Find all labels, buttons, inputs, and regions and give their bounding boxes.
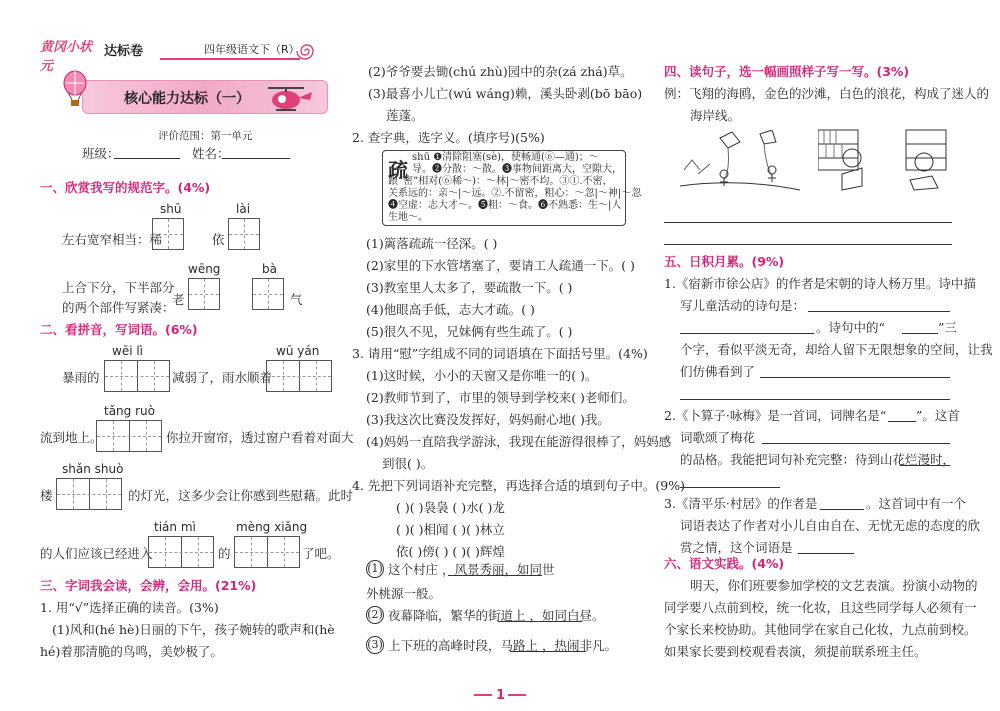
- word-blanks[interactable]: ( )( )相闻 ( )( )林立: [396, 522, 505, 537]
- question-5-2: 2.《卜算子·咏梅》是一首词，词牌名是“: [664, 408, 887, 423]
- question-5-1-cont: 。诗句中的“: [816, 320, 885, 335]
- question-1-item-1-cont: hé)着那清脆的鸟鸣，美妙极了。: [40, 644, 223, 659]
- pinyin: mèng xiǎng: [236, 520, 308, 534]
- writing-grid[interactable]: [228, 218, 260, 250]
- pinyin: shǎn shuò: [62, 462, 124, 476]
- word-blanks[interactable]: 依( )傍( ) ( )( )辉煌: [396, 544, 505, 559]
- writing-grid[interactable]: [188, 278, 220, 310]
- word-blanks[interactable]: ( )( )袅袅 ( )水( )龙: [396, 500, 505, 515]
- question-5-1-cont: 写儿童活动的诗句是：: [680, 298, 806, 313]
- sentence-text: 的人们应该已经进入: [40, 546, 153, 561]
- question-2-item: (4)他眼高手低，志大才疏。( ): [366, 302, 535, 317]
- answer-line[interactable]: [664, 222, 952, 223]
- paragraph-line: 同学要八点前到校，统一化妆，且这些同学每人必须有一: [664, 600, 977, 615]
- paragraph-line: 个家长来校协助。其他同学在家自己化妆，九点前到校。: [664, 622, 977, 637]
- row-label: 上合下分，下半部分: [62, 280, 175, 295]
- question-3: 3. 请用“慰”字组成不同的词语填在下面括号里。(4%): [352, 346, 648, 361]
- question-3-item: (2)教师节到了，市里的领导到学校来( )老师们。: [366, 390, 635, 405]
- dictionary-entry: 跟“密”相对(⑥稀～)：～林|～密不均。③①.不密，: [388, 176, 613, 187]
- paragraph-line: 明天，你们班要参加学校的文艺表演。扮演小动物的: [690, 578, 978, 593]
- char-label: 依: [212, 232, 225, 247]
- dictionary-entry: 生地～。: [388, 212, 428, 223]
- answer-blank[interactable]: [902, 333, 938, 334]
- header-underline: [160, 58, 300, 60]
- page-number: 1: [496, 688, 506, 703]
- question-4-sentence-cont: 外桃源一般。: [366, 586, 442, 601]
- dictionary-entry: ❹空虚：志大才～。❺粗：～食。❻不熟悉：生～|人: [388, 200, 622, 211]
- row-label: 的两个部件写紧凑：: [62, 300, 175, 315]
- question-5-2-cont: 词歌颂了梅花: [680, 430, 756, 445]
- sentence-text: 减弱了，雨水顺着: [172, 370, 273, 385]
- question-2-item: (2)家里的下水管堵塞了，要请工人疏通一下。( ): [366, 258, 635, 273]
- question-1: 1. 用“√”选择正确的读音。(3%): [40, 600, 219, 615]
- dictionary-char: 疏: [388, 158, 408, 182]
- name-field[interactable]: [222, 158, 290, 159]
- writing-grid-word[interactable]: [104, 360, 170, 392]
- question-5-3-cont: 。这首词中有一个: [866, 496, 967, 511]
- evaluation-scope: 评价范围：第一单元: [158, 130, 253, 142]
- question-5-3-cont: 词语表达了作者对小儿自由自在、无忧无虑的态度的欣: [680, 518, 981, 533]
- answer-line[interactable]: [664, 244, 952, 245]
- question-5-2-cont: 的品格。我能把词句补充完整：待到山花烂漫时，: [680, 452, 956, 467]
- helicopter-icon: [264, 80, 314, 114]
- answer-blank[interactable]: [760, 377, 950, 378]
- question-4-sentence: 这个村庄 ，风景秀丽，如同世: [388, 562, 555, 577]
- sentence-text: 了吧。: [302, 546, 340, 561]
- brand-subtitle: 达标卷: [104, 44, 144, 59]
- pinyin: wū yán: [276, 344, 320, 358]
- question-3-item: (4)妈妈一直陪我学游泳，我现在能游得很棒了，妈妈感: [366, 434, 672, 449]
- question-3-item-cont: 到很( )。: [382, 456, 434, 471]
- name-label: 姓名：: [192, 146, 230, 161]
- answer-blank[interactable]: [798, 553, 854, 554]
- pinyin: wēng: [188, 262, 221, 276]
- answer-blank[interactable]: [448, 575, 542, 576]
- pinyin: tǎng ruò: [104, 404, 155, 418]
- question-3-item: (3)我这次比赛没发挥好，妈妈耐心地( )我。: [366, 412, 610, 427]
- pinyin: bà: [262, 262, 277, 276]
- pinyin: shū: [160, 202, 182, 216]
- swirl-icon: [296, 40, 318, 62]
- answer-blank[interactable]: [888, 421, 916, 422]
- question-1-item-3: (3)最喜小儿亡(wú wáng)赖，溪头卧剥(bō bāo): [368, 86, 643, 101]
- question-5-3-cont: 赏之情，这个词语是: [680, 540, 793, 555]
- example-text-cont: 海岸线。: [690, 108, 741, 123]
- writing-grid[interactable]: [252, 278, 284, 310]
- question-1-item-3-cont: 莲蓬。: [386, 108, 424, 123]
- dictionary-entry: 关系远的：亲～|～远。②.不留密，粗心：～忽|～神|～忽: [388, 188, 642, 199]
- question-2-item: (3)教室里人太多了，要疏散一下。( ): [366, 280, 573, 295]
- sentence-text: 的: [218, 546, 231, 561]
- sentence-text: 流到地上。: [40, 430, 103, 445]
- question-4-sentence: 夜幕降临，繁华的街道上 ，如同白昼。: [388, 608, 605, 623]
- char-label: 老: [172, 292, 185, 307]
- example-text: 例：飞翔的海鸥，金色的沙滩，白色的浪花，构成了迷人的: [664, 86, 990, 101]
- number-circle: (1): [366, 560, 384, 578]
- question-5-1-cont: 个字，看似平淡无奇，却给人留下无限想象的空间，让我: [680, 342, 993, 357]
- pinyin: lài: [236, 202, 251, 216]
- section-4-title: 四、读句子，选一幅画照样子写一写。(3%): [664, 64, 910, 79]
- sentence-text: 的灯光，这多少会让你感到些慰藉。此时: [128, 488, 354, 503]
- question-5-1-cont: ”三: [938, 320, 957, 335]
- brand-text: 黄冈小状元: [40, 40, 93, 74]
- library-picture: [818, 128, 948, 192]
- paragraph-line: 如果家长要到校观看表演，须提前联系班主任。: [664, 644, 927, 659]
- question-5-3: 3.《清平乐·村居》的作者是: [664, 496, 818, 511]
- writing-grid-word[interactable]: [56, 478, 122, 510]
- section-1-title: 一、欣赏我写的规范字。(4%): [40, 180, 211, 195]
- question-4-sentence: 上下班的高峰时段，马路上 ，热闹非凡。: [388, 638, 617, 653]
- answer-blank[interactable]: [680, 333, 814, 334]
- grade-label: 四年级语文下（R）: [204, 43, 300, 56]
- page-number-decor: [508, 694, 526, 696]
- question-2-item: (1)篱落疏疏一径深。( ): [366, 236, 498, 251]
- answer-blank[interactable]: [762, 443, 950, 444]
- writing-grid-word[interactable]: [266, 360, 332, 392]
- char-label: 气: [290, 292, 303, 307]
- answer-blank[interactable]: [900, 465, 950, 466]
- sentence-text: 暴雨的: [62, 370, 100, 385]
- class-label: 班级：: [82, 146, 120, 161]
- balloon-icon: [62, 70, 88, 110]
- answer-blank[interactable]: [498, 621, 582, 622]
- number-circle: (2): [366, 606, 384, 624]
- pinyin: tián mì: [154, 520, 196, 534]
- writing-grid-word[interactable]: [148, 536, 214, 568]
- section-3-title: 三、字词我会读，会辨，会用。(21%): [40, 578, 257, 593]
- question-2: 2. 查字典，选字义。(填序号)(5%): [352, 130, 545, 145]
- header-brand-logo: [40, 36, 100, 74]
- section-5-title: 五、日积月累。(9%): [664, 254, 785, 269]
- kite-picture: [680, 130, 800, 192]
- number-circle: (3): [366, 636, 384, 654]
- sentence-text: 你拉开窗帘，透过窗户看着对面大: [166, 430, 354, 445]
- answer-blank[interactable]: [680, 487, 780, 488]
- question-1-item-1: (1)风和(hé hè)日丽的下午，孩子婉转的歌声和(hè: [52, 622, 335, 637]
- answer-blank[interactable]: [510, 651, 586, 652]
- section-2-title: 二、看拼音，写词语。(6%): [40, 322, 198, 337]
- section-6-title: 六、语文实践。(4%): [664, 556, 785, 571]
- row-label: 左右宽窄相当：稀: [62, 232, 163, 247]
- banner-title: 核心能力达标（一）: [124, 91, 250, 107]
- question-5-1-cont: 们仿佛看到了: [680, 364, 756, 379]
- question-5-2-cont: ”。这首: [916, 408, 960, 423]
- class-field[interactable]: [114, 158, 180, 159]
- question-4: 4. 先把下列词语补充完整，再选择合适的填到句子中。(9%): [352, 478, 685, 493]
- question-5-1: 1.《宿新市徐公店》的作者是宋朝的诗人杨万里。诗中描: [664, 276, 976, 291]
- dictionary-entry: 导。❷分散：～散。❸事物间距离大，空隙大，: [412, 164, 622, 175]
- sentence-text: 楼: [40, 488, 53, 503]
- answer-blank[interactable]: [808, 311, 950, 312]
- answer-blank[interactable]: [820, 509, 864, 510]
- answer-blank[interactable]: [680, 399, 950, 400]
- question-2-item: (5)很久不见，兄妹俩有些生疏了。( ): [366, 324, 573, 339]
- writing-grid-word[interactable]: [96, 420, 162, 452]
- dictionary-entry: shū ❶清除阻塞(sè)，使畅通(⑥—通)；～: [412, 152, 599, 163]
- page-number-decor: [474, 694, 492, 696]
- writing-grid[interactable]: [152, 218, 184, 250]
- pinyin: wēi lì: [112, 344, 144, 358]
- writing-grid-word[interactable]: [234, 536, 300, 568]
- question-3-item: (1)这时候，小小的天窗又是你唯一的( )。: [366, 368, 598, 383]
- question-1-item-2: (2)爷爷要去锄(chú zhù)园中的杂(zá zhá)草。: [368, 64, 633, 79]
